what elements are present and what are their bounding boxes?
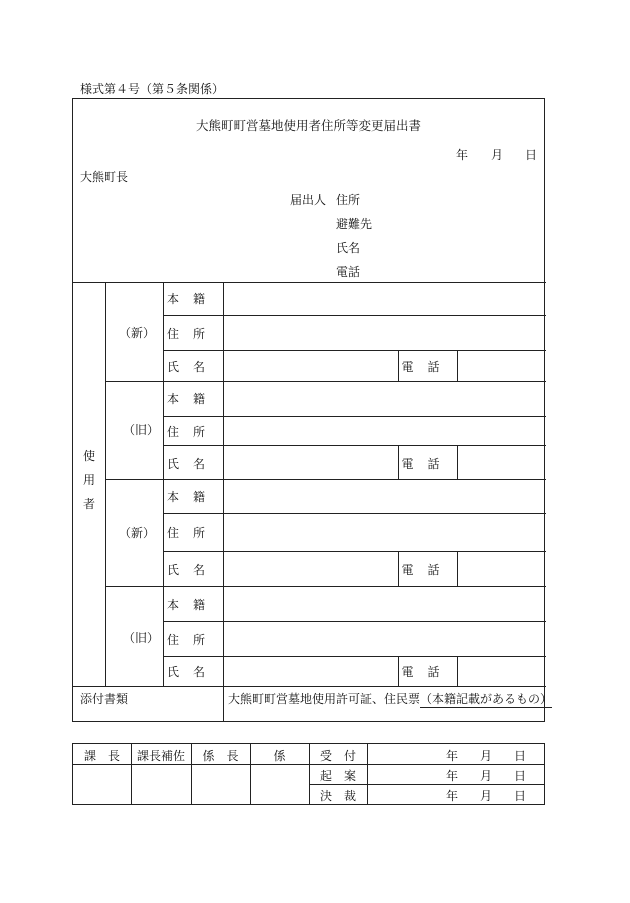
address-label: 住所	[166, 327, 219, 341]
step-date-month: 月	[480, 749, 493, 763]
phone-divider	[457, 350, 458, 381]
approval-header-line	[73, 764, 309, 765]
divider-col1	[105, 282, 106, 686]
group-line	[105, 586, 546, 587]
step-draft-label: 起 案	[319, 769, 356, 783]
row-line	[163, 416, 546, 417]
name-label: 氏名	[166, 563, 219, 577]
header-divider	[73, 282, 546, 283]
form-number: 様式第４号（第５条関係）	[80, 82, 225, 96]
phone-divider	[457, 656, 458, 686]
applicant-phone-label: 電話	[336, 265, 361, 279]
address-label: 住所	[166, 633, 219, 647]
step-date-month: 月	[480, 769, 493, 783]
step-date-day: 日	[514, 769, 527, 783]
name-label: 氏名	[166, 360, 219, 374]
approval-table	[72, 743, 545, 805]
phone-label: 電話	[401, 457, 454, 471]
phone-divider	[457, 551, 458, 586]
step-date-month: 月	[480, 789, 493, 803]
honseki-label: 本籍	[166, 490, 219, 504]
role-staff: 係	[273, 749, 286, 763]
step-date-year: 年	[446, 789, 459, 803]
applicant-address-label: 住所	[336, 193, 361, 207]
row-line	[163, 350, 546, 351]
date-month: 月	[491, 148, 504, 162]
notification-form	[72, 98, 553, 722]
row-line	[163, 513, 546, 514]
addressee: 大熊町長	[80, 170, 129, 184]
user-side-label: 使 用 者	[82, 449, 95, 511]
row-line	[163, 551, 546, 552]
role-unit-chief: 係 長	[202, 749, 239, 763]
step-received-label: 受 付	[319, 749, 356, 763]
group-line	[105, 479, 546, 480]
row-line	[163, 621, 546, 622]
group-tag-old: （旧）	[123, 631, 160, 645]
address-label: 住所	[166, 425, 219, 439]
role-section-chief: 課 長	[83, 749, 120, 763]
role-deputy-chief: 課長補佐	[136, 749, 185, 763]
phone-label: 電話	[401, 665, 454, 679]
group-tag-old: （旧）	[123, 423, 160, 437]
honseki-label: 本籍	[166, 292, 219, 306]
step-decision-label: 決 裁	[319, 789, 356, 803]
row-line	[163, 656, 546, 657]
address-label: 住所	[166, 526, 219, 540]
phone-label: 電話	[401, 563, 454, 577]
date-year: 年	[456, 148, 469, 162]
approval-divider	[367, 744, 368, 804]
approval-row-line	[309, 784, 544, 785]
section-line	[73, 686, 546, 687]
approval-row-line	[309, 764, 544, 765]
honseki-label: 本籍	[166, 392, 219, 406]
honseki-label: 本籍	[166, 598, 219, 612]
date-day: 日	[525, 148, 538, 162]
applicant-label: 届出人	[290, 193, 327, 207]
attachments-text: 大熊町町営墓地使用許可証、住民票（本籍記載があるもの）	[228, 692, 553, 706]
name-label: 氏名	[166, 457, 219, 471]
name-label: 氏名	[166, 665, 219, 679]
group-line	[105, 381, 546, 382]
phone-divider	[457, 445, 458, 479]
step-date-year: 年	[446, 749, 459, 763]
row-line	[163, 315, 546, 316]
applicant-evacuation-label: 避難先	[336, 217, 373, 231]
group-tag-new: （新）	[119, 526, 156, 540]
group-tag-new: （新）	[119, 326, 156, 340]
step-date-day: 日	[514, 749, 527, 763]
divider-col2	[163, 282, 164, 686]
step-date-year: 年	[446, 769, 459, 783]
phone-label: 電話	[401, 360, 454, 374]
attachments-label: 添付書類	[80, 692, 129, 706]
form-title: 大熊町町営墓地使用者住所等変更届出書	[195, 118, 421, 133]
step-date-day: 日	[514, 789, 527, 803]
row-line	[163, 445, 546, 446]
applicant-name-label: 氏名	[336, 241, 361, 255]
